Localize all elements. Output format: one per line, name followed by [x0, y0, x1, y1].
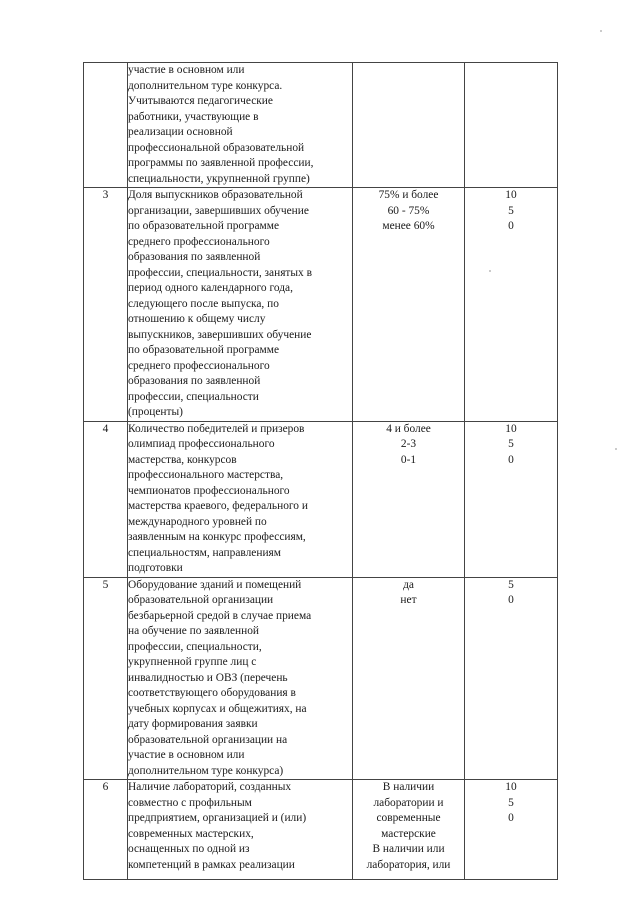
criterion-points: 5 — [508, 796, 514, 809]
criterion-description-line: дополнительном туре конкурса. — [128, 79, 283, 92]
criterion-description-cell — [128, 577, 353, 780]
row-number: 4 — [102, 422, 109, 435]
criterion-description-line: компетенций в рамках реализации — [128, 858, 295, 871]
criterion-description-line: образовательной организации на — [128, 733, 288, 746]
criterion-description-cell — [128, 421, 353, 577]
criterion-values-cell — [353, 421, 465, 577]
criterion-points-cell — [465, 780, 558, 880]
criterion-description-line: дату формирования заявки — [128, 718, 258, 730]
criterion-description-line: подготовки — [128, 562, 183, 574]
criterion-description-line: по образовательной программе — [128, 344, 280, 356]
row-number: 3 — [102, 189, 109, 201]
criterion-description-line: работники, участвующие в — [128, 110, 259, 123]
criterion-value: 0-1 — [400, 453, 417, 466]
criterion-description-line: образования по заявленной — [128, 251, 261, 263]
criterion-points: 5 — [508, 578, 514, 591]
criterion-description-line: мастерства, конкурсов — [128, 453, 237, 466]
criterion-description-line: дополнительном туре конкурса) — [128, 764, 284, 777]
table-row — [84, 63, 558, 188]
criterion-points: 0 — [508, 594, 514, 606]
criterion-points: 0 — [508, 453, 514, 466]
criterion-values-cell — [353, 188, 465, 422]
scan-speck — [615, 448, 617, 450]
criterion-value: мастерские — [381, 827, 436, 840]
criterion-description-line: профессии, специальности — [128, 390, 259, 403]
criterion-description-line: реализации основной — [128, 126, 233, 138]
criterion-description-line: участие в основном или — [128, 64, 245, 76]
criterion-description-line: Доля выпускников образовательной — [128, 189, 303, 201]
criterion-description-line: отношению к общему числу — [128, 313, 266, 325]
criterion-value: 75% и более — [378, 189, 439, 201]
criterion-description-line: на обучение по заявленной — [128, 625, 260, 637]
criterion-values-cell — [353, 577, 465, 780]
criterion-description-line: специальностям, направлениям — [128, 546, 281, 559]
criterion-points: 5 — [508, 204, 514, 217]
criterion-description-line: среднего профессионального — [128, 235, 270, 248]
criterion-points-cell — [465, 63, 558, 188]
criterion-value: 60 - 75% — [387, 204, 430, 217]
criterion-points-cell — [465, 188, 558, 422]
table-row — [84, 577, 558, 780]
criterion-description-line: программы по заявленной профессии, — [128, 157, 314, 169]
criterion-values-cell — [353, 63, 465, 188]
criteria-table-body — [84, 63, 558, 880]
row-number-cell — [84, 188, 128, 422]
criterion-value: современные — [376, 812, 441, 824]
scan-speck — [489, 270, 491, 272]
criterion-description-line: профессии, специальности, занятых в — [128, 266, 312, 279]
criterion-description-line: совместно с профильным — [128, 796, 252, 809]
criterion-description-line: укрупненной группе лиц с — [128, 656, 257, 668]
criterion-value: В наличии — [382, 781, 435, 793]
criterion-description-line: по образовательной программе — [128, 220, 280, 232]
criterion-description-line: мастерства краевого, федерального и — [128, 500, 308, 512]
criterion-points: 10 — [505, 781, 517, 793]
criterion-values-cell — [353, 780, 465, 880]
criterion-description-line: соответствующего оборудования в — [128, 687, 296, 699]
table-row — [84, 780, 558, 880]
table-row — [84, 421, 558, 577]
criterion-description-line: Наличие лабораторий, созданных — [128, 781, 292, 793]
criterion-description-line: предприятием, организацией и (или) — [128, 812, 307, 824]
criterion-points-cell — [465, 577, 558, 780]
criterion-value: 4 и более — [386, 422, 431, 435]
criterion-description-line: инвалидностью и ОВЗ (перечень — [128, 671, 288, 684]
scan-speck — [600, 30, 602, 32]
criterion-value: менее 60% — [382, 220, 435, 232]
criterion-description-line: олимпиад профессионального — [128, 438, 275, 450]
criterion-description-line: специальности, укрупненной группе) — [128, 172, 310, 185]
criterion-description-line: безбарьерной средой в случае приема — [128, 609, 312, 622]
criterion-description-line: современных мастерских, — [128, 827, 254, 840]
criterion-points: 0 — [508, 220, 514, 232]
criterion-description-line: следующего после выпуска, по — [128, 297, 279, 310]
criterion-description-cell — [128, 63, 353, 188]
criterion-points: 5 — [508, 438, 514, 450]
criterion-description-line: участие в основном или — [128, 749, 245, 761]
row-number: 5 — [102, 578, 109, 591]
table-row — [84, 188, 558, 422]
row-number-cell — [84, 421, 128, 577]
criterion-value: лаборатория, или — [366, 858, 451, 871]
criterion-description-line: профессии, специальности, — [128, 640, 262, 653]
criterion-description-line: выпускников, завершивших обучение — [128, 328, 312, 341]
criterion-points: 10 — [505, 189, 517, 201]
criterion-description-line: оснащенных по одной из — [128, 843, 250, 855]
criterion-description-line: профессиональной образовательной — [128, 141, 305, 154]
row-number: 6 — [102, 781, 109, 793]
criterion-value: 2-3 — [400, 438, 417, 450]
row-number-cell — [84, 780, 128, 880]
criterion-description-line: организации, завершивших обучение — [128, 204, 309, 217]
criteria-table — [83, 62, 558, 880]
criterion-description-line: образования по заявленной — [128, 375, 261, 387]
criterion-description-cell — [128, 780, 353, 880]
criterion-description-line: заявленным на конкурс профессиям, — [128, 531, 306, 543]
criterion-description-line: учебных корпусах и общежитиях, на — [128, 702, 307, 715]
criterion-description-line: образовательной организации — [128, 594, 274, 606]
criterion-description-line: профессионального мастерства, — [128, 469, 284, 481]
criterion-description-line: среднего профессионального — [128, 359, 270, 372]
criterion-description-line: чемпионатов профессионального — [128, 484, 290, 497]
criterion-points: 0 — [508, 812, 514, 824]
criterion-description-line: Количество победителей и призеров — [128, 422, 305, 435]
criterion-description-line: (проценты) — [128, 406, 183, 418]
criterion-value: лаборатории и — [373, 796, 444, 809]
criterion-description-line: Оборудование зданий и помещений — [128, 578, 302, 591]
criterion-description-line: международного уровней по — [128, 515, 267, 528]
criterion-description-line: период одного календарного года, — [128, 282, 293, 294]
criterion-value: В наличии или — [372, 843, 445, 855]
row-number-cell — [84, 63, 128, 188]
row-number-cell — [84, 577, 128, 780]
criterion-description-line: Учитываются педагогические — [128, 95, 273, 107]
criterion-value: нет — [400, 594, 417, 606]
criterion-points-cell — [465, 421, 558, 577]
criterion-points: 10 — [505, 422, 517, 435]
criterion-description-cell — [128, 188, 353, 422]
criterion-value: да — [403, 578, 414, 591]
